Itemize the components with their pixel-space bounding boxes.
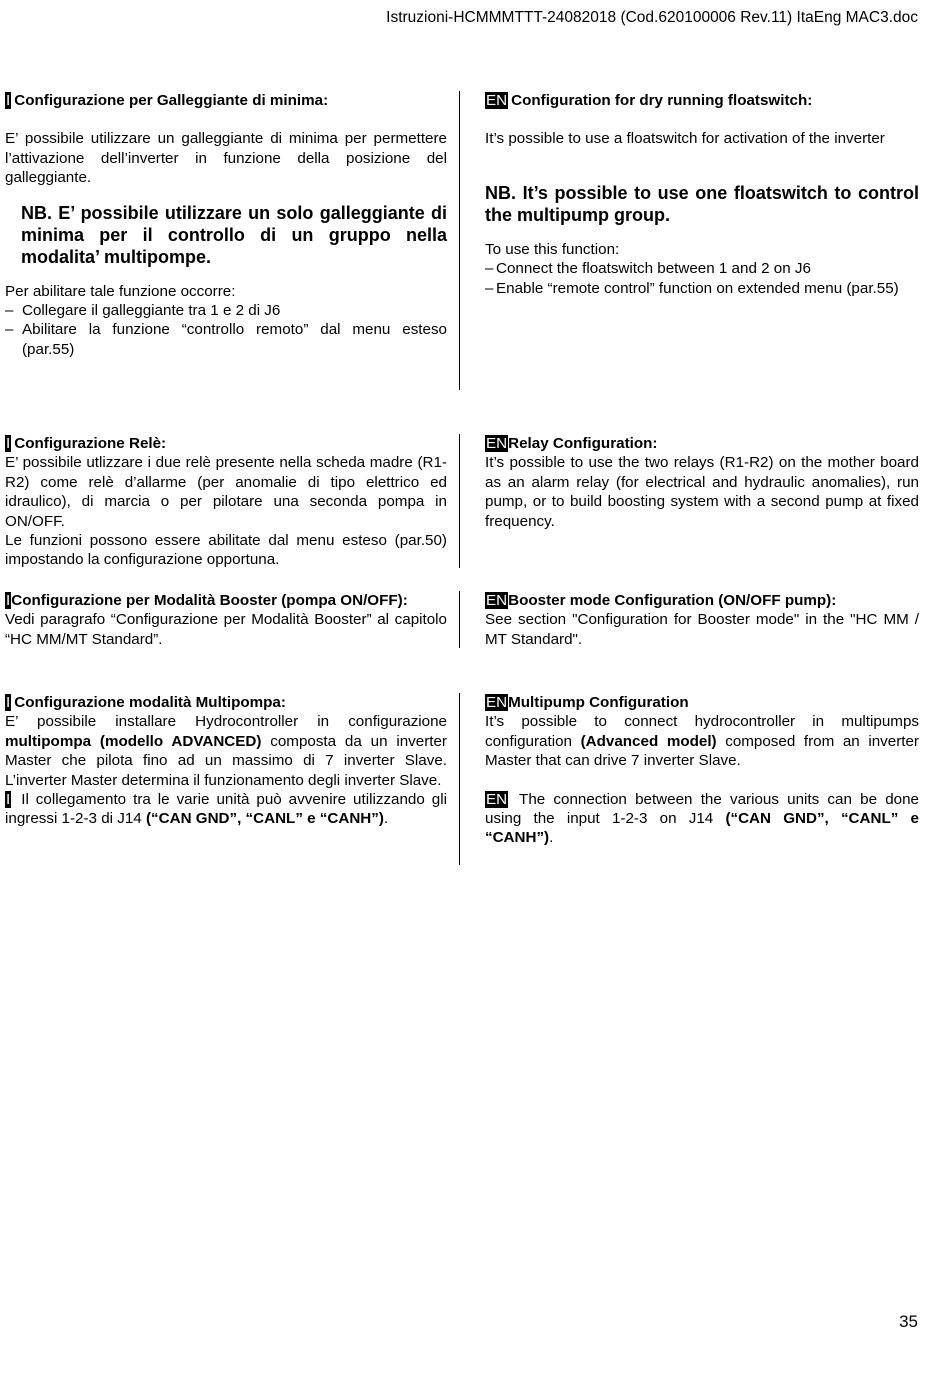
paragraph: Le funzioni possono essere abilitate dal menu esteso (par.50) impostando la configurazione opportuna. xyxy=(5,532,447,569)
lang-tag-en: EN xyxy=(486,92,508,109)
note-nb: NB. E’ possibile utilizzare un solo galleggiante di minima per il controllo di un gruppo nella modalita’ multipompe. xyxy=(21,202,447,267)
list-item: – Abilitare la funzione “controllo remoto” dal menu esteso (par.55) xyxy=(5,320,447,359)
column-en xyxy=(471,591,919,649)
note-nb: NB. It’s possible to use one floatswitch to control the multipump group. xyxy=(485,182,919,225)
paragraph: Vedi paragrafo “Configurazione per Modalità Booster” al capitolo “HC MM/MT Standard”. xyxy=(5,611,447,648)
paragraph: EN The connection between the various units can be done using the input 1-2-3 on J14 (“CAN GND”, “CANL” e “CANH”). xyxy=(485,790,919,847)
lang-tag-en: EN xyxy=(486,790,508,808)
paragraph: It’s possible to use the two relays (R1-R2) on the mother board as an alarm relay (for electrical and hydraulic anomalies), run pump, or to build boosting system with a second pump at fixed frequency. xyxy=(485,454,919,530)
column-en xyxy=(471,434,919,531)
column-it xyxy=(5,591,460,648)
section-title: I Configurazione modalità Multipompa: xyxy=(6,694,286,711)
section-title: EN Configuration for dry running floatswitch: xyxy=(486,92,813,109)
column-it xyxy=(5,91,460,390)
column-en xyxy=(471,91,919,298)
section-title: ENRelay Configuration: xyxy=(486,435,658,452)
list-item: – Connect the floatswitch between 1 and 2 on J6 xyxy=(485,259,919,278)
lang-tag-it: I xyxy=(6,694,11,711)
section-title: ENBooster mode Configuration (ON/OFF pump): xyxy=(486,592,837,609)
lang-tag-en: EN xyxy=(486,592,508,609)
section-title: IConfigurazione per Modalità Booster (pompa ON/OFF): xyxy=(6,592,408,609)
list xyxy=(5,301,447,359)
page-number: 35 xyxy=(899,1312,918,1331)
list xyxy=(485,259,919,298)
lang-tag-en: EN xyxy=(486,435,508,452)
lang-tag-it: I xyxy=(6,592,11,609)
paragraph: I Il collegamento tra le varie unità può avvenire utilizzando gli ingressi 1-2-3 di J14 (“CAN GND”, “CANL” e “CANH”). xyxy=(5,791,447,828)
paragraph: E’ possibile utlizzare i due relè presente nella scheda madre (R1-R2) come relè d’allarme (per anomalie di tipo elettrico ed idraulico), di marcia o per pilotare una seconda pompa in ON/OFF. xyxy=(5,454,447,530)
lang-tag-it: I xyxy=(6,92,11,109)
paragraph: It’s possible to connect hydrocontroller in multipumps configuration (Advanced model) composed from an inverter Master that can drive 7 inverter Slave. xyxy=(485,713,919,770)
section-booster xyxy=(5,591,935,648)
paragraph: See section "Configuration for Booster mode" in the "HC MM / MT Standard". xyxy=(485,611,919,648)
section-title: ENMultipump Configuration xyxy=(486,694,689,711)
section-title: I Configurazione Relè: xyxy=(6,435,167,452)
paragraph: E’ possibile utilizzare un galleggiante di minima per permettere l’attivazione dell’inverter in funzione della posizione del galleggiante. xyxy=(5,130,447,187)
lang-tag-it: I xyxy=(6,435,11,452)
lang-tag-it: I xyxy=(6,791,11,809)
paragraph: Per abilitare tale funzione occorre: xyxy=(5,282,236,300)
paragraph: To use this function: xyxy=(485,240,620,258)
column-en xyxy=(471,693,919,848)
list-item: – Collegare il galleggiante tra 1 e 2 di J6 xyxy=(5,301,447,320)
column-it xyxy=(5,693,460,865)
list-item: – Enable “remote control” function on extended menu (par.55) xyxy=(485,279,919,298)
section-floatswitch xyxy=(5,91,935,390)
document-header: Istruzioni-HCMMMTTT-24082018 (Cod.620100006 Rev.11) ItaEng MAC3.doc xyxy=(386,9,918,26)
column-it xyxy=(5,434,460,568)
paragraph: It’s possible to use a floatswitch for activation of the inverter xyxy=(485,130,885,148)
section-relay xyxy=(5,434,935,568)
section-multipump xyxy=(5,693,935,865)
section-title: I Configurazione per Galleggiante di minima: xyxy=(6,92,329,109)
lang-tag-en: EN xyxy=(486,694,508,711)
paragraph: E’ possibile installare Hydrocontroller in configurazione multipompa (modello ADVANCED) composta da un inverter Master che pilota fino ad un massimo di 7 inverter Slave. L’inverter Master determina il funzionamento degli inverter Slave. xyxy=(5,713,447,789)
